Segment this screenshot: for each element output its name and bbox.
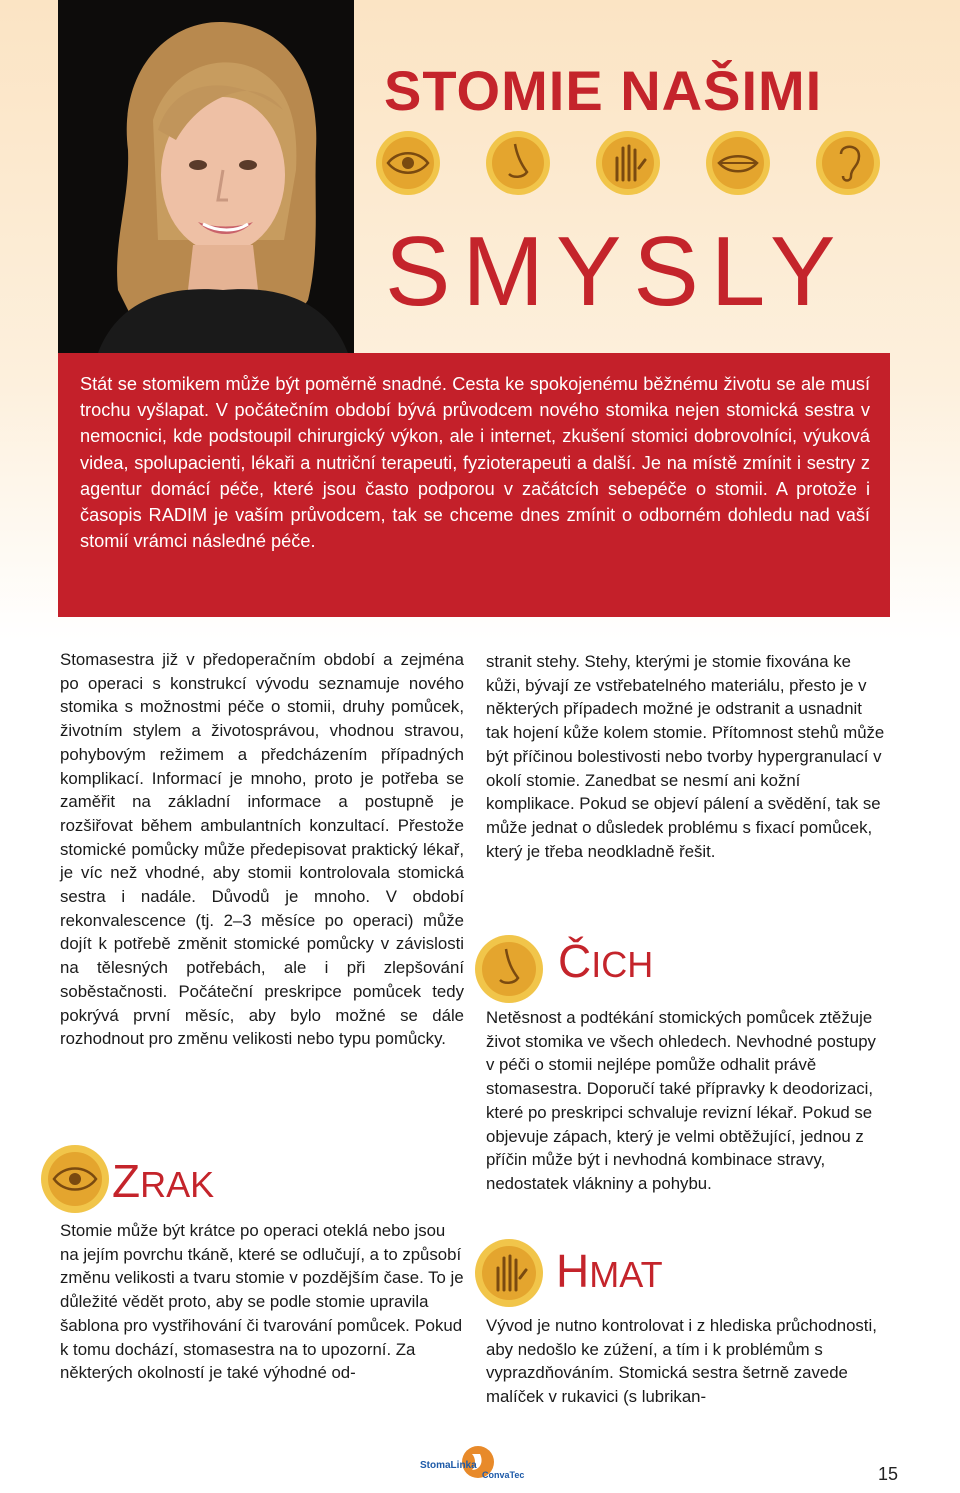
heading-cich-cap: Č bbox=[558, 935, 592, 987]
heading-cich bbox=[558, 935, 654, 987]
hand-icon bbox=[593, 128, 663, 198]
heading-cich-rest: ICH bbox=[591, 944, 654, 985]
author-portrait bbox=[58, 0, 354, 353]
logo-text-stomalinka: StomaLinka bbox=[420, 1460, 477, 1471]
hand-icon bbox=[472, 1236, 546, 1310]
ear-icon bbox=[813, 128, 883, 198]
eye-icon bbox=[373, 128, 443, 198]
mouth-icon bbox=[703, 128, 773, 198]
senses-icon-row bbox=[373, 128, 883, 208]
hmat-text: Vývod je nutno kontrolovat i z hlediska průchodnosti, aby nedošlo ke zúžení, a tím i k problémům s vyprazdňováním. Stomická sestra šetrně zavede malíček v rukavici (s lubrikan- bbox=[486, 1316, 877, 1407]
eye-icon bbox=[38, 1142, 112, 1216]
logo-text-convatec: ConvaTec bbox=[482, 1470, 525, 1480]
heading-zrak bbox=[112, 1155, 215, 1207]
zrak-text: Stomie může být krátce po operaci oteklá nebo jsou na jejím povrchu tkáně, které se odlučují, a to způsobí změnu velikosti a tvaru stomie v pozdějším čase. To je důležité vědět proto, aby se podle stomie upravila šablona pro vystřihování či tvarování pomůcek. Pokud k tomu dochází, stomasestra na to upozorní. Za některých okolností je také výhodné od- bbox=[60, 1221, 464, 1383]
heading-hmat-rest: MAT bbox=[589, 1254, 663, 1295]
title-line-1: STOMIE NAŠIMI bbox=[384, 59, 823, 122]
nose-icon bbox=[472, 932, 546, 1006]
page-number: 15 bbox=[878, 1464, 899, 1484]
heading-zrak-rest: RAK bbox=[140, 1164, 215, 1205]
intro-box bbox=[58, 353, 890, 617]
right-column-text: stranit stehy. Stehy, kterými je stomie fixována ke kůži, bývají ze vstřebatelného materiálu, přesto je v některých případech možné je odstranit a usnadnit tak hojení kůže kolem stomie. Přítomnost stehů může být příčinou bolestivosti nebo tvorby hypergranulací v okolí stomie. Zanedbat se nesmí ani kožní komplikace. Pokud se objeví pálení a svědění, tak se může jednat o důsledek problému s fixací pomůcek, který je třeba neodkladně řešit. bbox=[486, 652, 885, 861]
intro-text: Stát se stomikem může být poměrně snadné. Cesta ke spokojenému běžnému životu se ale musí trochu vyšlapat. V počátečním období bývá průvodcem nového stomika nejen stomická sestra v nemocnici, kde podstoupil chirurgický výkon, ale i internet, zkušení stomici dobrovolníci, výuková videa, spolupacienti, lékaři a nutriční terapeuti, fyzioterapeuti a další. Je na místě zmínit i sestry z agentur domácí péče, které jsou často podporou v začátcích sebepéče o stomii. A protože i časopis RADIM je vaším průvodcem, tak se chceme dnes zmínit o odborném dohledu nad vaší stomií vrámci následné péče. bbox=[80, 374, 870, 552]
left-column-text: Stomasestra již v předoperačním období a zejména po operaci s konstrukcí vývodu seznamuje nového stomika s možnostmi péče o stomii, druhy pomůcek, životním stylem a životosprávou, vhodnou stravou, pohybovým režimem a předcházením případných komplikací. Informací je mnoho, proto je potřeba se zaměřit na základní informace a postupně je rozšiřovat během ambulantních konzultací. Přestože stomické pomůcky může předepisovat praktický lékař, je víc než vhodné, aby stomii kontrolovala stomická sestra i nadále. Důvodů je mnoho. V období rekonvalescence (tj. 2–3 měsíce po operaci) může dojít k potřebě změnit stomické pomůcky v závislosti na tělesných potřebách, ale i při zlepšování soběstačnosti. Počáteční preskripce pomůcek tedy pokrývá první měsíc, aby bylo možné se dále rozhodnout pro změnu velikosti nebo typu pomůcky. bbox=[60, 650, 464, 1049]
title-line-2: SMYSLY bbox=[385, 216, 848, 326]
heading-zrak-cap: Z bbox=[112, 1155, 141, 1207]
heading-hmat-cap: H bbox=[556, 1245, 590, 1297]
nose-icon bbox=[483, 128, 553, 198]
stomalinka-convatec-logo bbox=[420, 1444, 540, 1484]
heading-hmat bbox=[556, 1245, 663, 1297]
cich-text: Netěsnost a podtékání stomických pomůcek ztěžuje život stomika ve všech ohledech. Nevhodné postupy v péči o stomii nejlépe pomůže odhalit právě stomasestra. Doporučí také přípravky k deodorizaci, které po preskripci schvaluje revizní lékař. Pokud se objevuje zápach, který je velmi obtěžující, jednou z příčin může být i nevhodná kombinace stravy, nedostatek vlákniny a pohybu. bbox=[486, 1008, 876, 1193]
